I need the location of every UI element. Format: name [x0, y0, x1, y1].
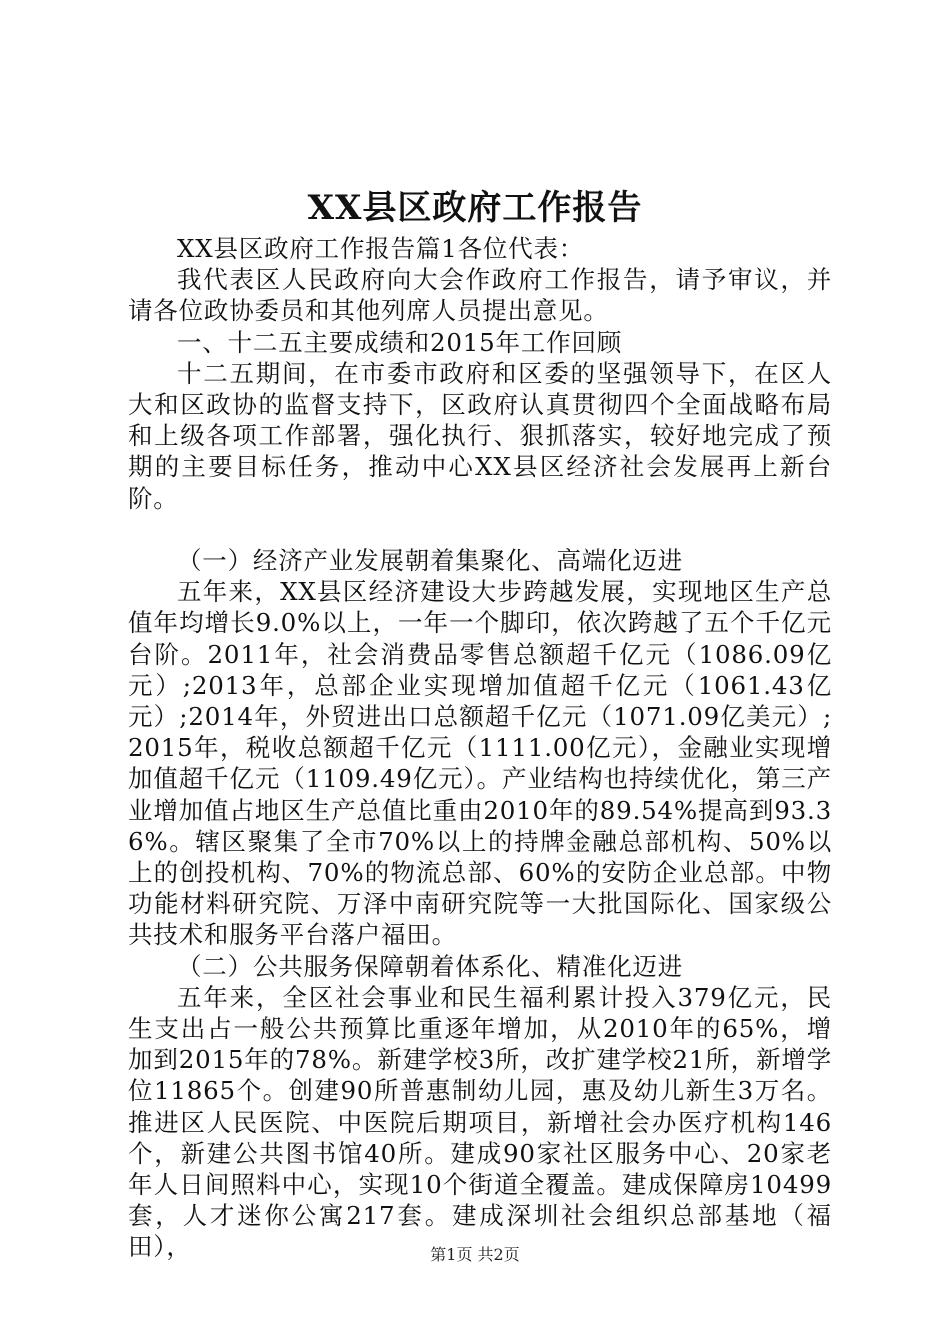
- document-title: XX县区政府工作报告: [307, 188, 643, 228]
- blank-line: [128, 514, 832, 545]
- paragraph-review: 十二五期间，在市委市政府和区委的坚强领导下，在区人大和区政协的监督支持下，区政府认真贯彻四个全面战略布局和上级各项工作部署，强化执行、狠抓落实，较好地完成了预期的主要目标任务，推动中心XX县区经济社会发展再上新台阶。: [128, 358, 832, 513]
- paragraph-greeting: XX县区政府工作报告篇1各位代表：: [177, 234, 585, 263]
- document-body: [128, 233, 832, 1263]
- paragraph-economy: 五年来，XX县区经济建设大步跨越发展，实现地区生产总值年均增长9.0%以上，一年一个脚印，依次跨越了五个千亿元台阶。2011年，社会消费品零售总额超千亿元（1086.09亿元）;2013年，总部企业实现增加值超千亿元（1061.43亿元）;2014年，外贸进出口总额超千亿元（1071.09亿美元）;2015年，税收总额超千亿元（1111.00亿元），金融业实现增加值超千亿元（1109.49亿元）。产业结构也持续优化，第三产业增加值占地区生产总值比重由2010年的89.54%提高到93.36%。辖区聚集了全市70%以上的持牌金融总部机构、50%以上的创投机构、70%的物流总部、60%的安防企业总部。中物功能材料研究院、万泽中南研究院等一大批国际化、国家级公共技术和服务平台落户福田。: [128, 577, 832, 950]
- paragraph-intro: 我代表区人民政府向大会作政府工作报告，请予审议，并请各位政协委员和其他列席人员提出意见。: [128, 265, 832, 326]
- page-footer: 第1页 共2页: [430, 1245, 520, 1264]
- section-heading-1: 一、十二五主要成绩和2015年工作回顾: [177, 327, 623, 357]
- subsection-heading-public-service: （二）公共服务保障朝着体系化、精准化迈进: [177, 951, 683, 981]
- paragraph-public-service: 五年来，全区社会事业和民生福利累计投入379亿元，民生支出占一般公共预算比重逐年增加，从2010年的65%，增加到2015年的78%。新建学校3所，改扩建学校21所，新增学位11865个。创建90所普惠制幼儿园，惠及幼儿新生3万名。推进区人民医院、中医院后期项目，新增社会办医疗机构146个，新建公共图书馆40所。建成90家社区服务中心、20家老年人日间照料中心，实现10个街道全覆盖。建成保障房10499套，人才迷你公寓217套。建成深圳社会组织总部基地（福田），: [128, 982, 832, 1262]
- subsection-heading-economy: （一）经济产业发展朝着集聚化、高端化迈进: [177, 546, 683, 576]
